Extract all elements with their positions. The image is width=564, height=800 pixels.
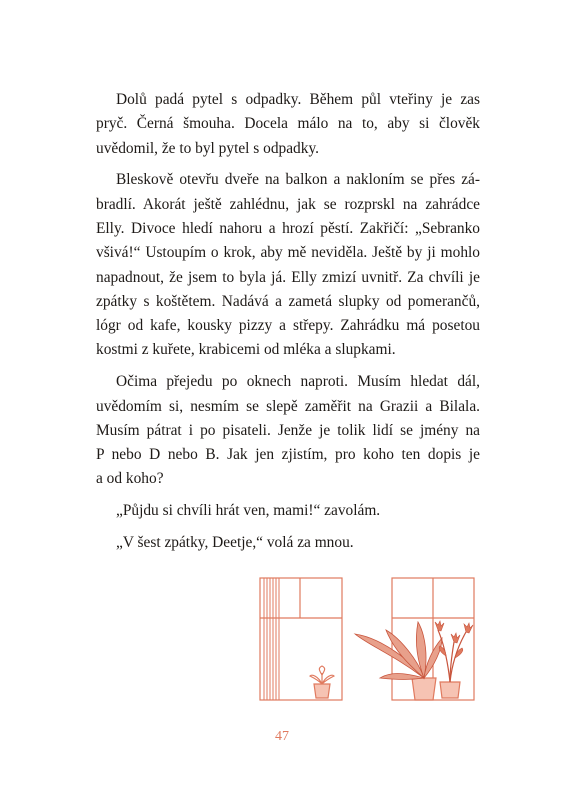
text-line: kostmi z kuřete, krabicemi od mléka a slupkami.	[96, 341, 396, 359]
paragraph	[96, 168, 480, 362]
paragraph	[96, 370, 480, 491]
text-line: napadnout, že jsem to byla já. Elly zmizí uvnitř. Za chvíli je	[96, 268, 480, 286]
left-window	[260, 578, 342, 700]
text-line: „V šest zpátky, Deetje,“ volá za mnou.	[116, 534, 354, 552]
text-line: a od koho?	[96, 470, 164, 488]
text-line: P nebo D nebo B. Jak jen zjistím, pro koho ten dopis je	[96, 446, 480, 464]
page-number: 47	[275, 729, 289, 744]
text-line: lógr od kafe, kousky pizzy a střepy. Zahrádku má posetou	[96, 317, 480, 335]
text-line: všivá!“ Ustoupím o krok, aby mě neviděla. Ještě by ji mohlo	[96, 244, 480, 262]
text-line: uvědomil, že to byl pytel s odpadky.	[96, 139, 319, 157]
small-plant-icon	[310, 666, 334, 698]
large-plant-icon	[355, 622, 442, 700]
text-line: uvědomím si, nesmím se slepě zaměřit na Grazii a Bilala.	[96, 397, 480, 415]
text-line: Dolů padá pytel s odpadky. Během půl vteřiny je zas	[116, 91, 480, 108]
text-line: Musím pátrat i po pisateli. Jenže je tolik lidí se jmény na	[96, 421, 480, 439]
flower-plant-icon	[435, 621, 473, 698]
paragraph	[96, 499, 480, 523]
text-line: Očima přejedu po oknech naproti. Musím hledat dál,	[116, 373, 480, 391]
paragraph	[96, 88, 480, 161]
paragraph	[96, 531, 480, 555]
text-line: Bleskově otevřu dveře na balkon a nakloním se přes zá-	[116, 171, 480, 189]
body-text	[96, 88, 480, 555]
text-line: pryč. Černá šmouha. Docela málo na to, aby si člověk	[96, 115, 480, 133]
text-line: zpátky s koštětem. Nadává a zametá slupky od pomerančů,	[96, 292, 480, 310]
text-line: bradlí. Akorát ještě zahlédnu, jak se rozprskl na zahrádce	[96, 195, 480, 213]
text-line: „Půjdu si chvíli hrát ven, mami!“ zavolám.	[116, 502, 381, 520]
text-line: Elly. Divoce hledí nahoru a hrozí pěstí. Zakřičí: „Sebranko	[96, 219, 480, 237]
windows-plants-illustration	[252, 572, 482, 707]
